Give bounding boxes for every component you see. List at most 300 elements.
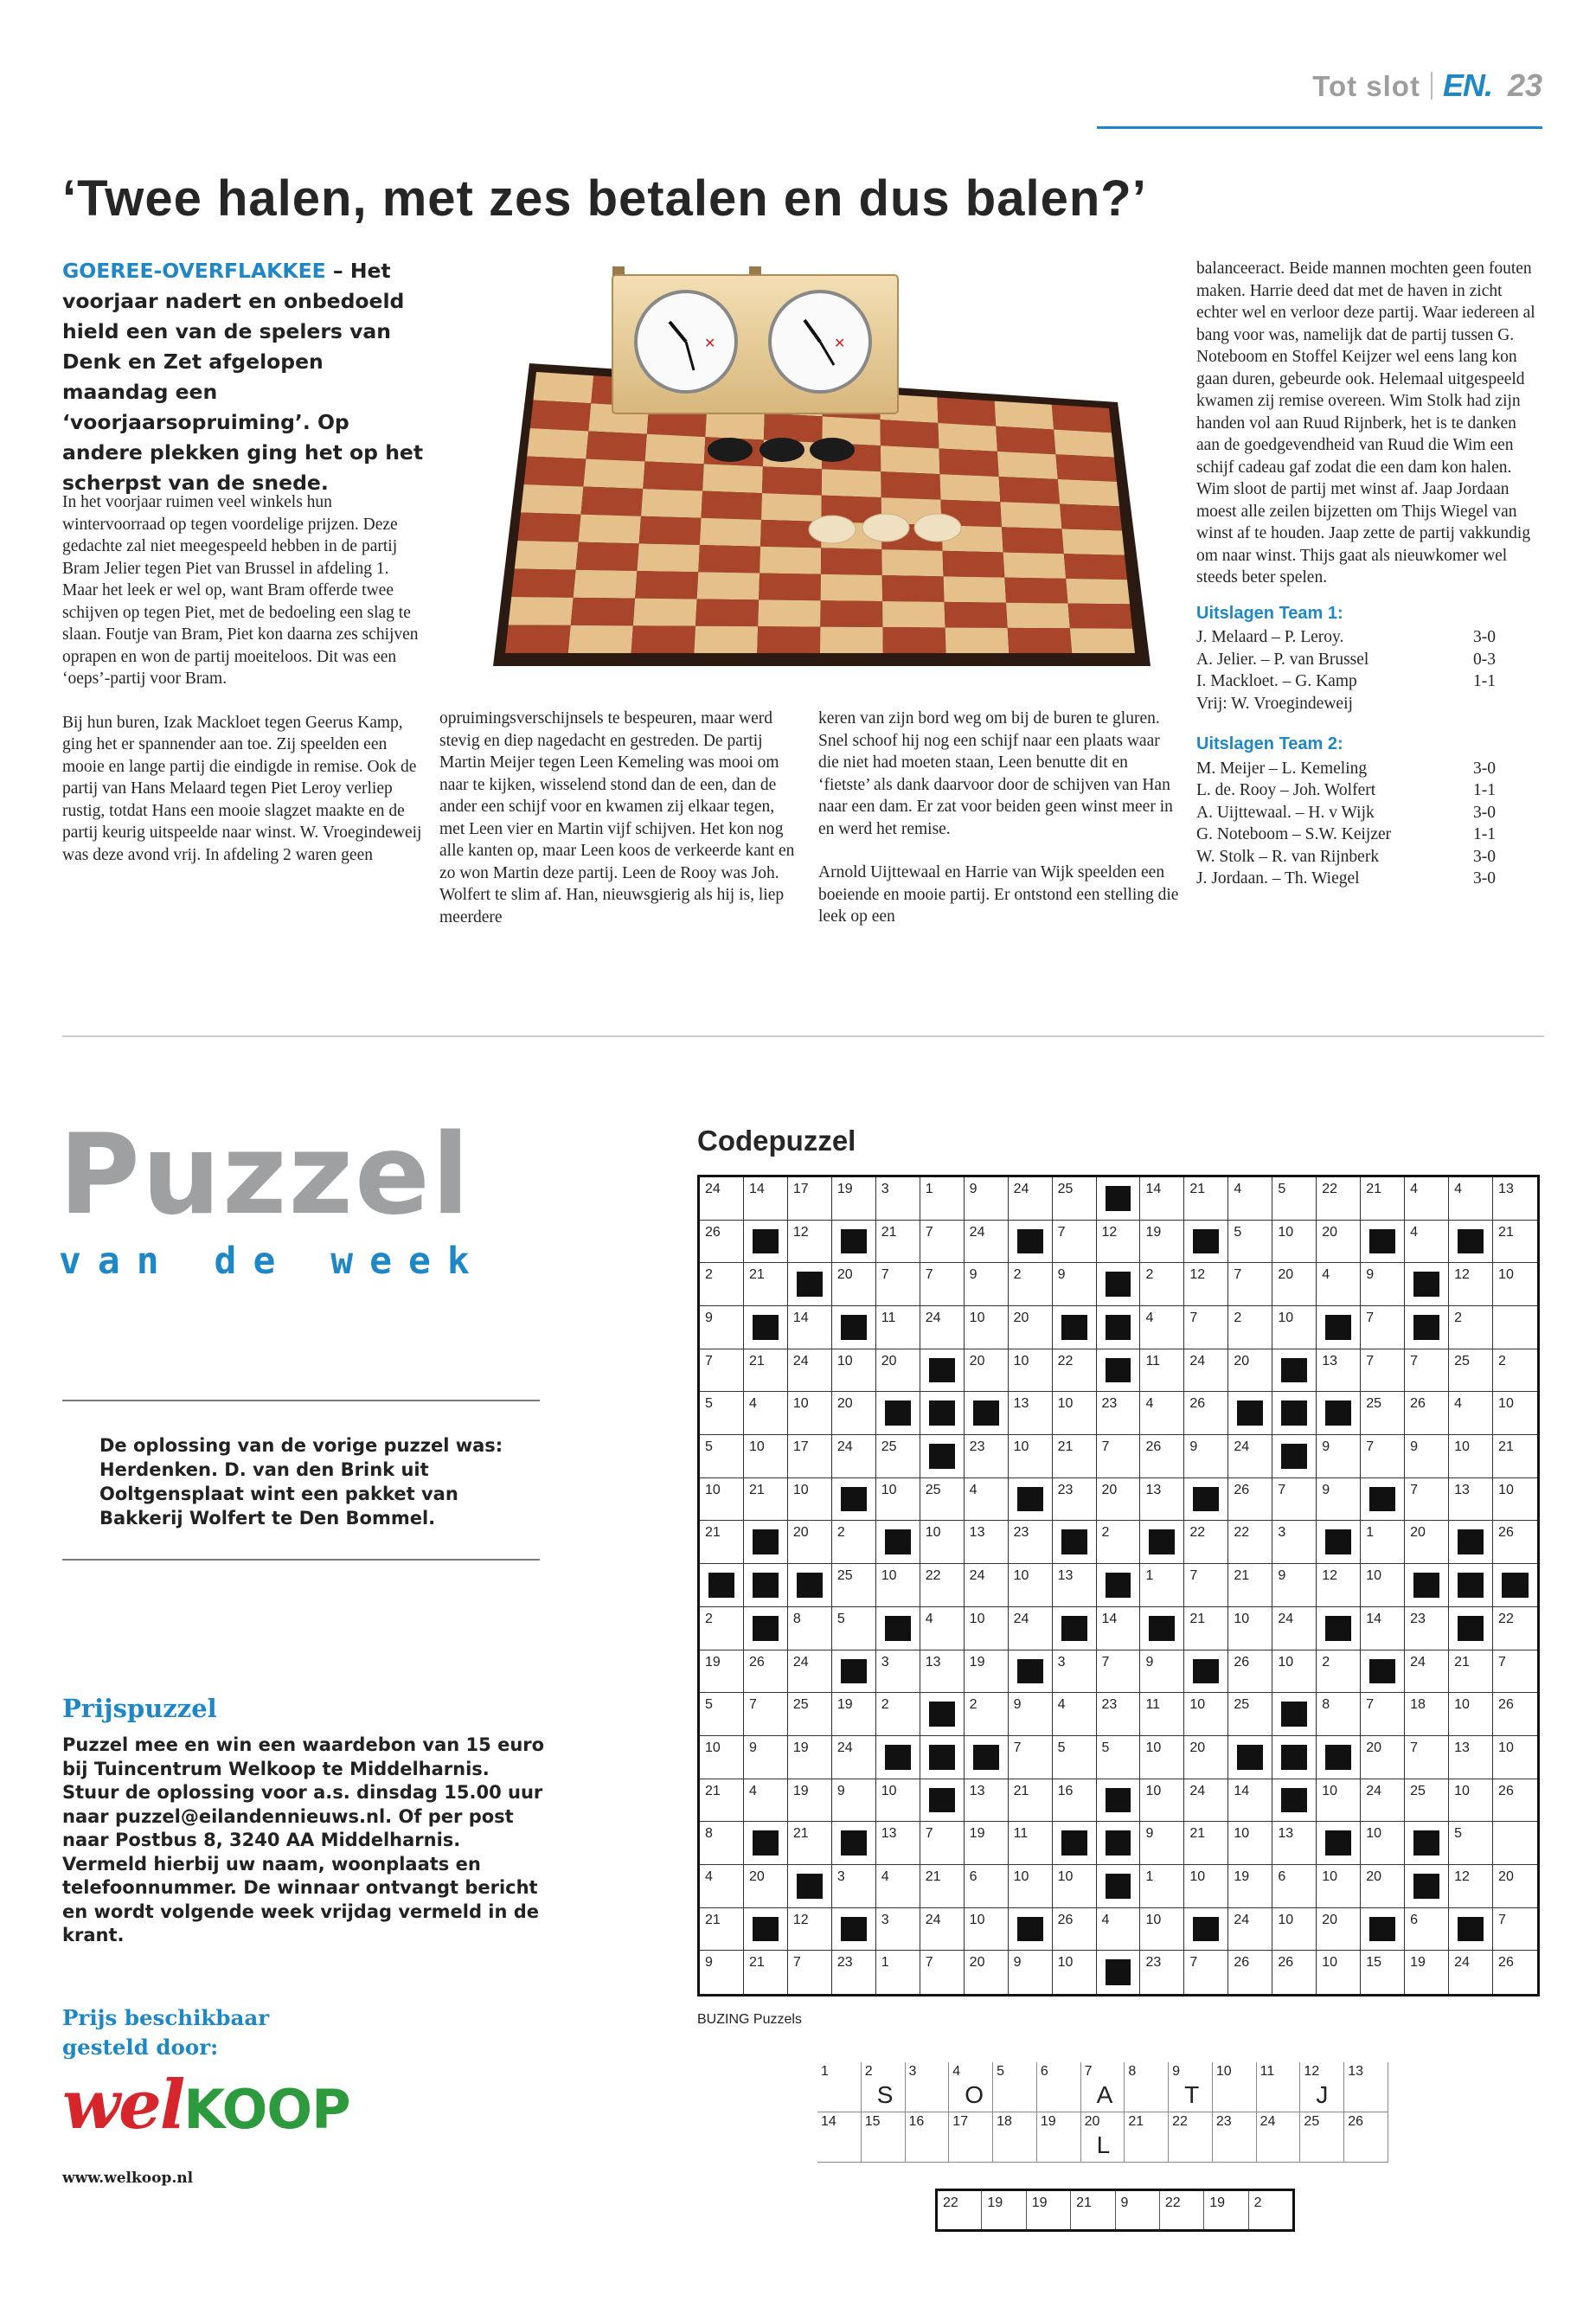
grid-cell[interactable]: 9 bbox=[1317, 1478, 1361, 1522]
grid-cell[interactable]: 19 bbox=[788, 1779, 832, 1823]
grid-cell[interactable]: 17 bbox=[788, 1435, 832, 1478]
grid-cell[interactable]: 7 bbox=[1053, 1221, 1097, 1264]
grid-cell[interactable]: 4 bbox=[1405, 1221, 1449, 1264]
key-cell[interactable] bbox=[862, 2062, 906, 2112]
grid-cell[interactable]: 23 bbox=[965, 1435, 1009, 1478]
grid-cell[interactable]: 2 bbox=[1228, 1306, 1272, 1349]
grid-cell[interactable]: 9 bbox=[1184, 1435, 1228, 1478]
grid-cell[interactable]: 21 bbox=[1361, 1177, 1405, 1221]
grid-cell[interactable]: 10 bbox=[1272, 1908, 1317, 1952]
key-cell[interactable] bbox=[1213, 2112, 1257, 2163]
key-cell[interactable] bbox=[1300, 2112, 1344, 2163]
grid-cell[interactable]: 26 bbox=[1228, 1951, 1272, 1994]
grid-cell[interactable]: 24 bbox=[832, 1435, 876, 1478]
grid-cell[interactable]: 19 bbox=[965, 1822, 1009, 1865]
key-cell[interactable] bbox=[1081, 2062, 1125, 2112]
grid-cell[interactable]: 24 bbox=[1184, 1779, 1228, 1823]
grid-cell[interactable]: 20 bbox=[832, 1263, 876, 1306]
grid-cell[interactable]: 6 bbox=[1405, 1908, 1449, 1952]
grid-cell[interactable]: 8 bbox=[1317, 1693, 1361, 1736]
grid-cell[interactable]: 5 bbox=[1053, 1736, 1097, 1779]
grid-cell[interactable]: 4 bbox=[1140, 1392, 1184, 1435]
grid-cell[interactable]: 11 bbox=[1140, 1693, 1184, 1736]
grid-cell[interactable]: 15 bbox=[1361, 1951, 1405, 1994]
grid-cell[interactable]: 24 bbox=[965, 1564, 1009, 1607]
key-cell[interactable] bbox=[1081, 2112, 1125, 2163]
grid-cell[interactable]: 22 bbox=[1228, 1521, 1272, 1564]
grid-cell[interactable]: 21 bbox=[700, 1779, 744, 1823]
grid-cell[interactable]: 20 bbox=[1097, 1478, 1141, 1522]
grid-cell[interactable] bbox=[1493, 1306, 1537, 1349]
grid-cell[interactable]: 20 bbox=[1228, 1349, 1272, 1393]
grid-cell[interactable]: 4 bbox=[744, 1779, 788, 1823]
grid-cell[interactable]: 13 bbox=[1317, 1349, 1361, 1393]
grid-cell[interactable]: 25 bbox=[832, 1564, 876, 1607]
grid-cell[interactable]: 4 bbox=[1053, 1693, 1097, 1736]
grid-cell[interactable]: 19 bbox=[1140, 1221, 1184, 1264]
grid-cell[interactable]: 2 bbox=[1009, 1263, 1053, 1306]
grid-cell[interactable]: 2 bbox=[1493, 1349, 1537, 1393]
grid-cell[interactable]: 24 bbox=[1009, 1177, 1053, 1221]
grid-cell[interactable]: 9 bbox=[832, 1779, 876, 1823]
grid-cell[interactable] bbox=[1493, 1822, 1537, 1865]
grid-cell[interactable]: 10 bbox=[1317, 1951, 1361, 1994]
grid-cell[interactable]: 7 bbox=[1097, 1435, 1141, 1478]
grid-cell[interactable]: 10 bbox=[1317, 1779, 1361, 1823]
grid-cell[interactable]: 20 bbox=[965, 1951, 1009, 1994]
grid-cell[interactable]: 13 bbox=[1449, 1478, 1493, 1522]
grid-cell[interactable]: 12 bbox=[788, 1908, 832, 1952]
grid-cell[interactable]: 20 bbox=[965, 1349, 1009, 1393]
grid-cell[interactable]: 10 bbox=[1184, 1865, 1228, 1908]
grid-cell[interactable]: 26 bbox=[1272, 1951, 1317, 1994]
answer-cell[interactable]: 19 bbox=[1204, 2191, 1248, 2229]
grid-cell[interactable]: 4 bbox=[744, 1392, 788, 1435]
grid-cell[interactable]: 21 bbox=[1228, 1564, 1272, 1607]
grid-cell[interactable]: 19 bbox=[832, 1693, 876, 1736]
grid-cell[interactable]: 20 bbox=[1361, 1865, 1405, 1908]
grid-cell[interactable]: 12 bbox=[788, 1221, 832, 1264]
grid-cell[interactable]: 10 bbox=[1053, 1865, 1097, 1908]
grid-cell[interactable]: 4 bbox=[1449, 1177, 1493, 1221]
grid-cell[interactable]: 7 bbox=[1184, 1306, 1228, 1349]
grid-cell[interactable]: 23 bbox=[1097, 1693, 1141, 1736]
grid-cell[interactable]: 20 bbox=[1361, 1736, 1405, 1779]
key-cell[interactable] bbox=[1125, 2112, 1169, 2163]
grid-cell[interactable]: 2 bbox=[700, 1607, 744, 1650]
grid-cell[interactable]: 23 bbox=[1140, 1951, 1184, 1994]
grid-cell[interactable]: 16 bbox=[1053, 1779, 1097, 1823]
key-cell[interactable] bbox=[1344, 2062, 1388, 2112]
grid-cell[interactable]: 1 bbox=[876, 1951, 920, 1994]
grid-cell[interactable]: 3 bbox=[876, 1177, 920, 1221]
grid-cell[interactable]: 5 bbox=[1449, 1822, 1493, 1865]
grid-cell[interactable]: 7 bbox=[1097, 1650, 1141, 1694]
key-cell[interactable] bbox=[1257, 2062, 1301, 2112]
grid-cell[interactable]: 26 bbox=[1405, 1392, 1449, 1435]
grid-cell[interactable]: 10 bbox=[1449, 1435, 1493, 1478]
key-cell[interactable] bbox=[1037, 2062, 1081, 2112]
grid-cell[interactable]: 13 bbox=[1053, 1564, 1097, 1607]
grid-cell[interactable]: 8 bbox=[700, 1822, 744, 1865]
grid-cell[interactable]: 10 bbox=[1009, 1564, 1053, 1607]
grid-cell[interactable]: 24 bbox=[920, 1908, 965, 1952]
grid-cell[interactable]: 14 bbox=[1361, 1607, 1405, 1650]
grid-cell[interactable]: 23 bbox=[832, 1951, 876, 1994]
grid-cell[interactable]: 4 bbox=[1097, 1908, 1141, 1952]
grid-cell[interactable]: 10 bbox=[1140, 1908, 1184, 1952]
grid-cell[interactable]: 22 bbox=[1184, 1521, 1228, 1564]
grid-cell[interactable]: 7 bbox=[1493, 1650, 1537, 1694]
grid-cell[interactable]: 4 bbox=[876, 1865, 920, 1908]
grid-cell[interactable]: 21 bbox=[788, 1822, 832, 1865]
grid-cell[interactable]: 24 bbox=[1228, 1908, 1272, 1952]
grid-cell[interactable]: 12 bbox=[1097, 1221, 1141, 1264]
grid-cell[interactable]: 10 bbox=[876, 1779, 920, 1823]
grid-cell[interactable]: 26 bbox=[700, 1221, 744, 1264]
grid-cell[interactable]: 10 bbox=[1184, 1693, 1228, 1736]
key-cell[interactable] bbox=[1213, 2062, 1257, 2112]
grid-cell[interactable]: 26 bbox=[1228, 1650, 1272, 1694]
grid-cell[interactable]: 10 bbox=[965, 1908, 1009, 1952]
key-cell[interactable] bbox=[1169, 2062, 1213, 2112]
grid-cell[interactable]: 14 bbox=[1228, 1779, 1272, 1823]
grid-cell[interactable]: 13 bbox=[965, 1521, 1009, 1564]
grid-cell[interactable]: 3 bbox=[876, 1908, 920, 1952]
grid-cell[interactable]: 7 bbox=[1228, 1263, 1272, 1306]
grid-cell[interactable]: 10 bbox=[876, 1478, 920, 1522]
grid-cell[interactable]: 25 bbox=[1361, 1392, 1405, 1435]
key-cell[interactable] bbox=[993, 2112, 1037, 2163]
grid-cell[interactable]: 10 bbox=[1228, 1607, 1272, 1650]
grid-cell[interactable]: 24 bbox=[920, 1306, 965, 1349]
grid-cell[interactable]: 26 bbox=[1140, 1435, 1184, 1478]
grid-cell[interactable]: 7 bbox=[1361, 1306, 1405, 1349]
grid-cell[interactable]: 10 bbox=[700, 1736, 744, 1779]
grid-cell[interactable]: 21 bbox=[700, 1521, 744, 1564]
grid-cell[interactable]: 10 bbox=[1493, 1263, 1537, 1306]
grid-cell[interactable]: 13 bbox=[1272, 1822, 1317, 1865]
grid-cell[interactable]: 10 bbox=[1272, 1306, 1317, 1349]
grid-cell[interactable]: 21 bbox=[876, 1221, 920, 1264]
grid-cell[interactable]: 10 bbox=[965, 1607, 1009, 1650]
grid-cell[interactable]: 4 bbox=[1317, 1263, 1361, 1306]
grid-cell[interactable]: 9 bbox=[700, 1951, 744, 1994]
grid-cell[interactable]: 7 bbox=[920, 1822, 965, 1865]
grid-cell[interactable]: 20 bbox=[1272, 1263, 1317, 1306]
grid-cell[interactable]: 21 bbox=[1449, 1650, 1493, 1694]
grid-cell[interactable]: 7 bbox=[1405, 1736, 1449, 1779]
grid-cell[interactable]: 9 bbox=[965, 1177, 1009, 1221]
key-cell[interactable] bbox=[906, 2112, 950, 2163]
grid-cell[interactable]: 7 bbox=[1493, 1908, 1537, 1952]
grid-cell[interactable]: 4 bbox=[1228, 1177, 1272, 1221]
grid-cell[interactable]: 24 bbox=[965, 1221, 1009, 1264]
grid-cell[interactable]: 10 bbox=[1493, 1392, 1537, 1435]
grid-cell[interactable]: 20 bbox=[788, 1521, 832, 1564]
grid-cell[interactable]: 10 bbox=[1228, 1822, 1272, 1865]
grid-cell[interactable]: 7 bbox=[920, 1221, 965, 1264]
key-cell[interactable] bbox=[1300, 2062, 1344, 2112]
grid-cell[interactable]: 9 bbox=[1405, 1435, 1449, 1478]
grid-cell[interactable]: 14 bbox=[788, 1306, 832, 1349]
grid-cell[interactable]: 11 bbox=[876, 1306, 920, 1349]
grid-cell[interactable]: 10 bbox=[832, 1349, 876, 1393]
grid-cell[interactable]: 20 bbox=[744, 1865, 788, 1908]
grid-cell[interactable]: 22 bbox=[1317, 1177, 1361, 1221]
grid-cell[interactable]: 12 bbox=[1449, 1865, 1493, 1908]
grid-cell[interactable]: 4 bbox=[1449, 1392, 1493, 1435]
grid-cell[interactable]: 23 bbox=[1053, 1478, 1097, 1522]
grid-cell[interactable]: 5 bbox=[700, 1435, 744, 1478]
grid-cell[interactable]: 7 bbox=[1361, 1435, 1405, 1478]
key-cell[interactable] bbox=[949, 2062, 993, 2112]
grid-cell[interactable]: 23 bbox=[1097, 1392, 1141, 1435]
grid-cell[interactable]: 25 bbox=[920, 1478, 965, 1522]
grid-cell[interactable]: 26 bbox=[1228, 1478, 1272, 1522]
grid-cell[interactable]: 13 bbox=[1009, 1392, 1053, 1435]
grid-cell[interactable]: 18 bbox=[1405, 1693, 1449, 1736]
grid-cell[interactable]: 20 bbox=[876, 1349, 920, 1393]
grid-cell[interactable]: 23 bbox=[1009, 1521, 1053, 1564]
grid-cell[interactable]: 10 bbox=[1493, 1478, 1537, 1522]
grid-cell[interactable]: 6 bbox=[965, 1865, 1009, 1908]
grid-cell[interactable]: 8 bbox=[788, 1607, 832, 1650]
grid-cell[interactable]: 10 bbox=[1493, 1736, 1537, 1779]
grid-cell[interactable]: 26 bbox=[1493, 1779, 1537, 1823]
grid-cell[interactable]: 21 bbox=[744, 1263, 788, 1306]
grid-cell[interactable]: 22 bbox=[920, 1564, 965, 1607]
grid-cell[interactable]: 12 bbox=[1449, 1263, 1493, 1306]
grid-cell[interactable]: 10 bbox=[1272, 1650, 1317, 1694]
grid-cell[interactable]: 2 bbox=[1140, 1263, 1184, 1306]
grid-cell[interactable]: 21 bbox=[1493, 1435, 1537, 1478]
grid-cell[interactable]: 13 bbox=[1493, 1177, 1537, 1221]
grid-cell[interactable]: 22 bbox=[1053, 1349, 1097, 1393]
grid-cell[interactable]: 20 bbox=[832, 1392, 876, 1435]
grid-cell[interactable]: 10 bbox=[1449, 1693, 1493, 1736]
grid-cell[interactable]: 12 bbox=[1317, 1564, 1361, 1607]
grid-cell[interactable]: 13 bbox=[1140, 1478, 1184, 1522]
grid-cell[interactable]: 7 bbox=[1009, 1736, 1053, 1779]
answer-cell[interactable]: 21 bbox=[1071, 2191, 1115, 2229]
grid-cell[interactable]: 23 bbox=[1405, 1607, 1449, 1650]
grid-cell[interactable]: 20 bbox=[1184, 1736, 1228, 1779]
key-cell[interactable] bbox=[1125, 2062, 1169, 2112]
key-cell[interactable] bbox=[1169, 2112, 1213, 2163]
grid-cell[interactable]: 19 bbox=[788, 1736, 832, 1779]
grid-cell[interactable]: 24 bbox=[832, 1736, 876, 1779]
grid-cell[interactable]: 26 bbox=[744, 1650, 788, 1694]
key-cell[interactable] bbox=[817, 2062, 862, 2112]
grid-cell[interactable]: 5 bbox=[1228, 1221, 1272, 1264]
grid-cell[interactable]: 21 bbox=[1009, 1779, 1053, 1823]
grid-cell[interactable]: 20 bbox=[1405, 1521, 1449, 1564]
grid-cell[interactable]: 7 bbox=[1184, 1564, 1228, 1607]
key-cell[interactable] bbox=[817, 2112, 862, 2163]
grid-cell[interactable]: 4 bbox=[1405, 1177, 1449, 1221]
grid-cell[interactable]: 24 bbox=[1228, 1435, 1272, 1478]
key-cell[interactable] bbox=[949, 2112, 993, 2163]
grid-cell[interactable]: 7 bbox=[744, 1693, 788, 1736]
grid-cell[interactable]: 10 bbox=[744, 1435, 788, 1478]
answer-cell[interactable]: 19 bbox=[982, 2191, 1026, 2229]
answer-cell[interactable]: 22 bbox=[1160, 2191, 1204, 2229]
answer-cell[interactable]: 19 bbox=[1027, 2191, 1071, 2229]
grid-cell[interactable]: 26 bbox=[1184, 1392, 1228, 1435]
key-cell[interactable] bbox=[1344, 2112, 1388, 2163]
answer-cell[interactable]: 2 bbox=[1253, 2195, 1262, 2210]
grid-cell[interactable]: 14 bbox=[1097, 1607, 1141, 1650]
grid-cell[interactable]: 2 bbox=[876, 1693, 920, 1736]
grid-cell[interactable]: 24 bbox=[788, 1650, 832, 1694]
grid-cell[interactable]: 4 bbox=[1140, 1306, 1184, 1349]
grid-cell[interactable]: 7 bbox=[788, 1951, 832, 1994]
grid-cell[interactable]: 20 bbox=[1317, 1908, 1361, 1952]
grid-cell[interactable]: 10 bbox=[1053, 1951, 1097, 1994]
grid-cell[interactable]: 19 bbox=[1405, 1951, 1449, 1994]
grid-cell[interactable]: 7 bbox=[920, 1951, 965, 1994]
grid-cell[interactable]: 25 bbox=[1405, 1779, 1449, 1823]
grid-cell[interactable]: 5 bbox=[832, 1607, 876, 1650]
grid-cell[interactable]: 22 bbox=[1493, 1607, 1537, 1650]
grid-cell[interactable]: 24 bbox=[700, 1177, 744, 1221]
grid-cell[interactable]: 19 bbox=[700, 1650, 744, 1694]
grid-cell[interactable]: 25 bbox=[1053, 1177, 1097, 1221]
grid-cell[interactable]: 2 bbox=[1097, 1521, 1141, 1564]
grid-cell[interactable]: 1 bbox=[1140, 1564, 1184, 1607]
grid-cell[interactable]: 2 bbox=[1317, 1650, 1361, 1694]
grid-cell[interactable]: 7 bbox=[1405, 1478, 1449, 1522]
grid-cell[interactable]: 10 bbox=[788, 1392, 832, 1435]
grid-cell[interactable]: 1 bbox=[920, 1177, 965, 1221]
grid-cell[interactable]: 10 bbox=[965, 1306, 1009, 1349]
grid-cell[interactable]: 25 bbox=[788, 1693, 832, 1736]
grid-cell[interactable]: 3 bbox=[1272, 1521, 1317, 1564]
answer-cell[interactable]: 9 bbox=[1116, 2191, 1160, 2229]
grid-cell[interactable]: 7 bbox=[1361, 1693, 1405, 1736]
grid-cell[interactable]: 7 bbox=[1184, 1951, 1228, 1994]
grid-cell[interactable]: 9 bbox=[1009, 1693, 1053, 1736]
grid-cell[interactable]: 19 bbox=[1228, 1865, 1272, 1908]
grid-cell[interactable]: 26 bbox=[1493, 1521, 1537, 1564]
grid-cell[interactable]: 10 bbox=[1053, 1392, 1097, 1435]
grid-cell[interactable]: 19 bbox=[832, 1177, 876, 1221]
grid-cell[interactable]: 9 bbox=[1317, 1435, 1361, 1478]
grid-cell[interactable]: 13 bbox=[920, 1650, 965, 1694]
grid-cell[interactable]: 6 bbox=[1272, 1865, 1317, 1908]
grid-cell[interactable]: 24 bbox=[1009, 1607, 1053, 1650]
grid-cell[interactable]: 24 bbox=[1184, 1349, 1228, 1393]
grid-cell[interactable]: 10 bbox=[1361, 1564, 1405, 1607]
grid-cell[interactable]: 9 bbox=[1361, 1263, 1405, 1306]
grid-cell[interactable]: 24 bbox=[1272, 1607, 1317, 1650]
grid-cell[interactable]: 26 bbox=[1053, 1908, 1097, 1952]
grid-cell[interactable]: 10 bbox=[876, 1564, 920, 1607]
grid-cell[interactable]: 10 bbox=[1317, 1865, 1361, 1908]
grid-cell[interactable]: 7 bbox=[1361, 1349, 1405, 1393]
grid-cell[interactable]: 21 bbox=[1184, 1822, 1228, 1865]
grid-cell[interactable]: 25 bbox=[876, 1435, 920, 1478]
key-cell[interactable] bbox=[862, 2112, 906, 2163]
grid-cell[interactable]: 21 bbox=[920, 1865, 965, 1908]
grid-cell[interactable]: 7 bbox=[1272, 1478, 1317, 1522]
grid-cell[interactable]: 24 bbox=[1405, 1650, 1449, 1694]
grid-cell[interactable]: 21 bbox=[744, 1951, 788, 1994]
grid-cell[interactable]: 21 bbox=[1493, 1221, 1537, 1264]
grid-cell[interactable]: 9 bbox=[700, 1306, 744, 1349]
grid-cell[interactable]: 5 bbox=[1097, 1736, 1141, 1779]
grid-cell[interactable]: 13 bbox=[965, 1779, 1009, 1823]
grid-cell[interactable]: 24 bbox=[788, 1349, 832, 1393]
grid-cell[interactable]: 10 bbox=[700, 1478, 744, 1522]
grid-cell[interactable]: 10 bbox=[1361, 1822, 1405, 1865]
grid-cell[interactable]: 10 bbox=[1140, 1736, 1184, 1779]
key-cell[interactable] bbox=[906, 2062, 950, 2112]
grid-cell[interactable]: 10 bbox=[1009, 1435, 1053, 1478]
grid-cell[interactable]: 10 bbox=[788, 1478, 832, 1522]
grid-cell[interactable]: 7 bbox=[700, 1349, 744, 1393]
grid-cell[interactable]: 4 bbox=[920, 1607, 965, 1650]
grid-cell[interactable]: 4 bbox=[965, 1478, 1009, 1522]
grid-cell[interactable]: 14 bbox=[744, 1177, 788, 1221]
grid-cell[interactable]: 10 bbox=[1009, 1865, 1053, 1908]
grid-cell[interactable]: 21 bbox=[1184, 1177, 1228, 1221]
key-cell[interactable] bbox=[1257, 2112, 1301, 2163]
grid-cell[interactable]: 9 bbox=[965, 1263, 1009, 1306]
grid-cell[interactable]: 25 bbox=[1449, 1349, 1493, 1393]
grid-cell[interactable]: 21 bbox=[1053, 1435, 1097, 1478]
grid-cell[interactable]: 17 bbox=[788, 1177, 832, 1221]
grid-cell[interactable]: 1 bbox=[1140, 1865, 1184, 1908]
grid-cell[interactable]: 1 bbox=[1361, 1521, 1405, 1564]
grid-cell[interactable]: 10 bbox=[1140, 1779, 1184, 1823]
grid-cell[interactable]: 7 bbox=[1405, 1349, 1449, 1393]
grid-cell[interactable]: 2 bbox=[700, 1263, 744, 1306]
grid-cell[interactable]: 10 bbox=[1272, 1221, 1317, 1264]
grid-cell[interactable]: 11 bbox=[1009, 1822, 1053, 1865]
grid-cell[interactable]: 3 bbox=[876, 1650, 920, 1694]
grid-cell[interactable]: 5 bbox=[700, 1392, 744, 1435]
grid-cell[interactable]: 2 bbox=[965, 1693, 1009, 1736]
grid-cell[interactable]: 9 bbox=[1272, 1564, 1317, 1607]
grid-cell[interactable]: 24 bbox=[1361, 1779, 1405, 1823]
grid-cell[interactable]: 19 bbox=[965, 1650, 1009, 1694]
grid-cell[interactable]: 12 bbox=[1184, 1263, 1228, 1306]
grid-cell[interactable]: 21 bbox=[1184, 1607, 1228, 1650]
grid-cell[interactable]: 9 bbox=[1053, 1263, 1097, 1306]
grid-cell[interactable]: 5 bbox=[1272, 1177, 1317, 1221]
grid-cell[interactable]: 9 bbox=[1140, 1650, 1184, 1694]
grid-cell[interactable]: 11 bbox=[1140, 1349, 1184, 1393]
key-cell[interactable] bbox=[1037, 2112, 1081, 2163]
grid-cell[interactable]: 3 bbox=[832, 1865, 876, 1908]
grid-cell[interactable]: 26 bbox=[1493, 1693, 1537, 1736]
grid-cell[interactable]: 13 bbox=[876, 1822, 920, 1865]
grid-cell[interactable]: 2 bbox=[832, 1521, 876, 1564]
grid-cell[interactable]: 24 bbox=[1449, 1951, 1493, 1994]
grid-cell[interactable]: 26 bbox=[1498, 1955, 1514, 1971]
grid-cell[interactable]: 10 bbox=[920, 1521, 965, 1564]
grid-cell[interactable]: 5 bbox=[700, 1693, 744, 1736]
key-cell[interactable] bbox=[993, 2062, 1037, 2112]
grid-cell[interactable]: 10 bbox=[1449, 1779, 1493, 1823]
grid-cell[interactable]: 25 bbox=[1228, 1693, 1272, 1736]
grid-cell[interactable]: 21 bbox=[700, 1908, 744, 1952]
grid-cell[interactable]: 7 bbox=[920, 1263, 965, 1306]
grid-cell[interactable]: 13 bbox=[1449, 1736, 1493, 1779]
grid-cell[interactable]: 20 bbox=[1493, 1865, 1537, 1908]
